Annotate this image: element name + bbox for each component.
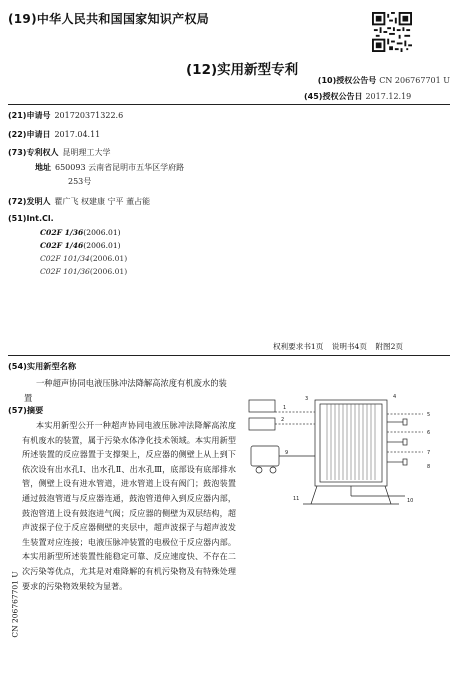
apparatus-drawing xyxy=(245,392,445,507)
inventors-label: (72)发明人 xyxy=(8,197,51,206)
ipc-label-row xyxy=(8,214,54,223)
svg-text:1: 1 xyxy=(283,405,287,411)
ipc-version: (2006.01) xyxy=(83,228,121,237)
application-date-value: 2017.04.11 xyxy=(54,130,101,139)
svg-text:4: 4 xyxy=(393,394,397,400)
svg-text:10: 10 xyxy=(407,498,414,504)
ipc-entry xyxy=(40,241,121,250)
publication-number-label: (10)授权公告号 xyxy=(317,76,377,85)
utility-model-title: 一种超声协同电液压脉冲法降解高浓度有机废水的装置 xyxy=(24,378,227,403)
ipc-label: (51)Int.Cl. xyxy=(8,214,54,223)
svg-text:5: 5 xyxy=(427,412,431,418)
abstract-label: (57)摘要 xyxy=(8,405,44,415)
ipc-code: C02F 1/46 xyxy=(40,241,84,250)
svg-text:3: 3 xyxy=(305,396,309,402)
application-number-row xyxy=(8,110,123,121)
vertical-document-id: CN 206767701 U xyxy=(10,571,20,638)
address-line-2-row xyxy=(64,176,91,187)
svg-text:9: 9 xyxy=(285,450,289,456)
ipc-entry xyxy=(40,267,127,276)
patent-kind-title: (12)实用新型专利 xyxy=(186,62,299,78)
patentee-value: 昆明理工大学 xyxy=(62,148,111,157)
address-line-2: 253号 xyxy=(68,177,92,186)
ipc-code: C02F 101/34 xyxy=(40,254,90,263)
svg-text:11: 11 xyxy=(293,496,300,502)
svg-text:8: 8 xyxy=(427,464,431,470)
header-divider xyxy=(8,104,450,105)
publication-number-row xyxy=(318,75,450,86)
ipc-entry xyxy=(40,228,121,237)
publication-date-row xyxy=(304,91,411,102)
title-label: (54)实用新型名称 xyxy=(8,361,77,371)
section-divider xyxy=(8,355,450,356)
publication-number-value: CN 206767701 U xyxy=(379,76,450,85)
ipc-code: C02F 1/36 xyxy=(40,228,84,237)
address-label: 地址 xyxy=(35,163,51,172)
ipc-code: C02F 101/36 xyxy=(40,267,90,276)
svg-text:6: 6 xyxy=(427,430,431,436)
ipc-entry xyxy=(40,254,127,263)
office-header: (19)中华人民共和国国家知识产权局 xyxy=(8,12,210,26)
svg-text:2: 2 xyxy=(281,417,285,423)
qr-code-icon xyxy=(372,12,412,52)
ipc-version: (2006.01) xyxy=(89,254,128,263)
publication-date-label: (45)授权公告日 xyxy=(304,92,363,101)
ipc-version: (2006.01) xyxy=(83,241,121,250)
application-date-label: (22)申请日 xyxy=(8,130,51,139)
address-line-1: 650093 云南省昆明市五华区学府路 xyxy=(55,163,185,172)
ipc-version: (2006.01) xyxy=(89,267,128,276)
application-number-value: 201720371322.6 xyxy=(54,111,124,120)
patentee-label: (73)专利权人 xyxy=(8,148,59,157)
application-number-label: (21)申请号 xyxy=(8,111,51,120)
svg-text:7: 7 xyxy=(427,450,431,456)
patentee-row xyxy=(8,147,110,158)
inventors-row xyxy=(8,196,150,207)
abstract-text: 本实用新型公开一种超声协同电液压脉冲法降解高浓度有机废水的装置，属于污染水体净化技术领域。本实用新型所述装置的反应器置于支撑架上，反应器的侧壁上从上到下依次设有出水孔Ⅰ、出水孔Ⅱ、出水孔Ⅲ，底部设有底部排水管，侧壁上设有进水管道，进水管道上设有阀门；鼓泡装置通过鼓泡管道与反应器连通，鼓泡管道伸入到反应器内部，鼓泡管道上设有鼓泡进气阀；反应器的侧壁为双层结构，超声波探子位于反应器侧壁的夹层中，超声波探子与超声波发生装置对应连接；电液压脉冲装置的电极位于反应器内部。本实用新型所述装置性能稳定可靠、反应速度快、不存在二次污染等优点，尤其是对难降解的有机污染物及有特殊处理要求的污染物效果较为显著。 xyxy=(22,420,236,591)
pages-info: 权利要求书1页 说明书4页 附图2页 xyxy=(272,342,403,351)
address-row xyxy=(35,162,184,173)
application-date-row xyxy=(8,129,100,140)
inventors-value: 瞿广飞 权建康 宁平 董占能 xyxy=(54,197,151,206)
publication-date-value: 2017.12.19 xyxy=(365,92,412,101)
